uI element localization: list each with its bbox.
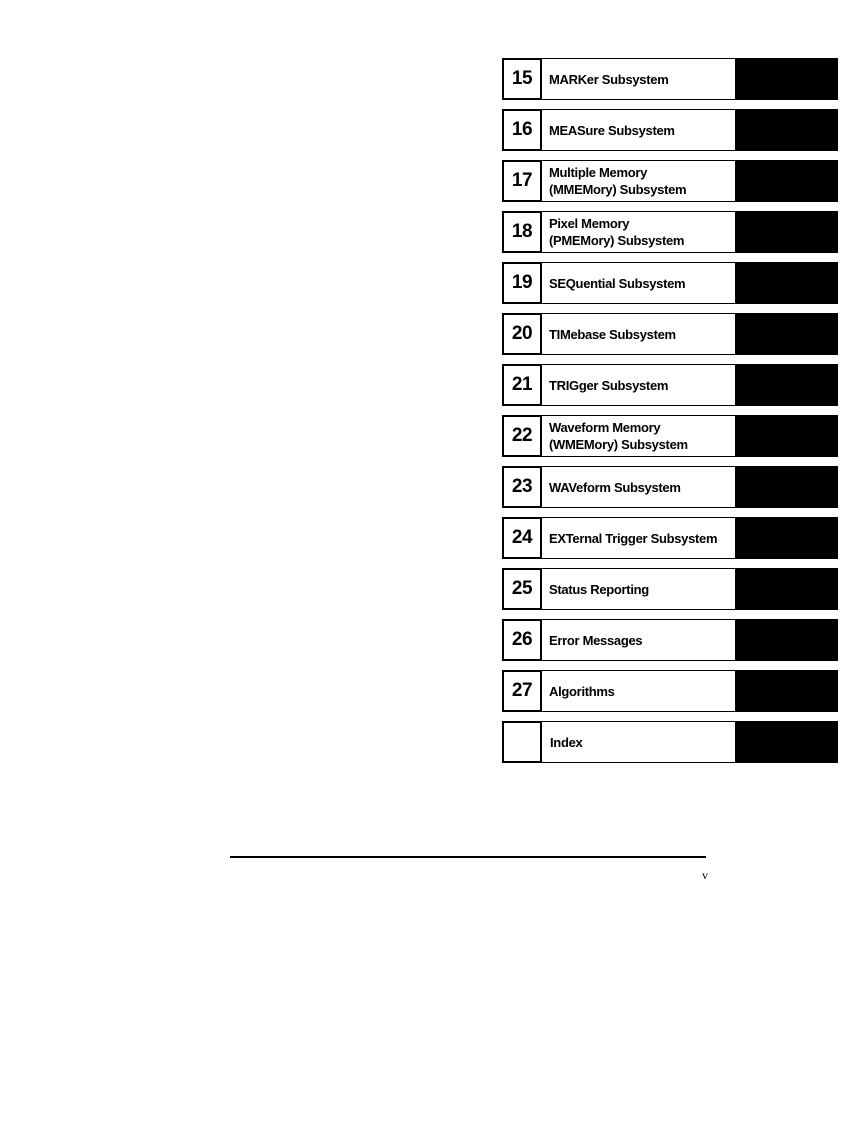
chapter-tab-22[interactable] [502,415,838,457]
footer-rule [230,856,706,858]
chapter-number: 25 [502,568,542,610]
chapter-title-line-1: Error Messages [549,632,643,648]
tab-marker-block [735,58,838,100]
chapter-title-line-1: Waveform Memory [549,420,661,435]
chapter-title-line-2: (WMEMory) Subsystem [549,437,688,452]
chapter-label [542,517,736,559]
tab-marker-block [735,517,838,559]
tab-marker-block [735,262,838,304]
tab-marker-block [735,670,838,712]
chapter-label [542,670,736,712]
chapter-title-line-1: TIMebase Subsystem [549,326,676,342]
chapter-number: 20 [502,313,542,355]
chapter-label [542,568,736,610]
chapter-tab-25[interactable] [502,568,838,610]
tab-marker-block [735,109,838,151]
tab-marker-block [735,568,838,610]
chapter-number: 22 [502,415,542,457]
chapter-title-line-1: Index [550,734,583,750]
chapter-tab-24[interactable] [502,517,838,559]
chapter-title-line-1: WAVeform Subsystem [549,479,681,495]
chapter-number: 18 [502,211,542,253]
chapter-number: 16 [502,109,542,151]
chapter-title-line-1: Algorithms [549,683,615,699]
tab-marker-block [735,364,838,406]
chapter-number: 23 [502,466,542,508]
chapter-label [542,160,736,202]
chapter-number: 19 [502,262,542,304]
chapter-label [542,109,736,151]
tab-marker-block [735,313,838,355]
chapter-title-line-1: TRIGger Subsystem [549,377,669,393]
chapter-tab-15[interactable] [502,58,838,100]
chapter-label [542,364,736,406]
chapter-label [542,58,736,100]
chapter-tab-20[interactable] [502,313,838,355]
chapter-title-line-1: MARKer Subsystem [549,71,669,87]
chapter-title-line-1: Pixel Memory [549,216,630,231]
chapter-number: 24 [502,517,542,559]
chapter-tab-21[interactable] [502,364,838,406]
tab-marker-block [735,619,838,661]
chapter-label [542,721,736,763]
chapter-label [542,211,736,253]
chapter-tab-list [502,58,838,772]
tab-marker-block [735,415,838,457]
chapter-label [542,262,736,304]
chapter-tab-27[interactable] [502,670,838,712]
chapter-tab-23[interactable] [502,466,838,508]
chapter-tab-17[interactable] [502,160,838,202]
chapter-title-line-1: Multiple Memory [549,165,648,180]
chapter-number: 17 [502,160,542,202]
chapter-title-line-1: Status Reporting [549,581,649,597]
chapter-label [542,466,736,508]
chapter-tab-18[interactable] [502,211,838,253]
tab-marker-block [735,211,838,253]
chapter-tab-16[interactable] [502,109,838,151]
tab-marker-block [735,721,838,763]
chapter-number: 21 [502,364,542,406]
chapter-label [542,619,736,661]
chapter-label [542,313,736,355]
chapter-title-line-1: MEASure Subsystem [549,122,675,138]
chapter-tab-26[interactable] [502,619,838,661]
chapter-title-line-1: SEQuential Subsystem [549,275,686,291]
chapter-number [502,721,542,763]
chapter-tab-index[interactable] [502,721,838,763]
chapter-title-line-1: EXTernal Trigger Subsystem [549,530,718,546]
chapter-tab-19[interactable] [502,262,838,304]
tab-marker-block [735,160,838,202]
chapter-number: 27 [502,670,542,712]
tab-marker-block [735,466,838,508]
chapter-label [542,415,736,457]
chapter-number: 26 [502,619,542,661]
chapter-title-line-2: (PMEMory) Subsystem [549,233,685,248]
page-number: v [702,868,708,882]
chapter-number: 15 [502,58,542,100]
chapter-title-line-2: (MMEMory) Subsystem [549,182,687,197]
